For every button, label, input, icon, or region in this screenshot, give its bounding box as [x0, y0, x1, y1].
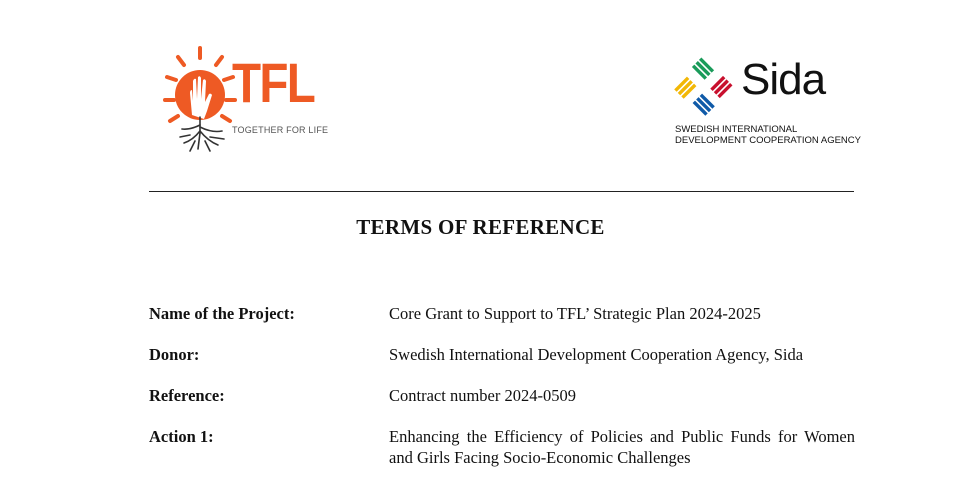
tfl-logo — [160, 45, 335, 155]
field-value: Enhancing the Efficiency of Policies and Public Funds for Women and Girls Facing Socio-Economic Challenges — [389, 427, 855, 467]
field-value: Contract number 2024-0509 — [389, 386, 576, 405]
sida-subtitle-line-1: SWEDISH INTERNATIONAL — [675, 124, 798, 135]
header-divider — [149, 191, 854, 192]
field-label: Reference: — [149, 386, 225, 405]
field-label: Donor: — [149, 345, 200, 364]
tfl-sun-hand-icon — [160, 45, 240, 155]
sida-subtitle — [675, 124, 861, 146]
tfl-wordmark: TFL — [232, 51, 315, 114]
document-title: TERMS OF REFERENCE — [356, 215, 605, 239]
sida-logo — [668, 50, 861, 150]
field-value: Core Grant to Support to TFL’ Strategic Plan 2024-2025 — [389, 304, 761, 323]
sida-weave-icon — [670, 54, 736, 120]
sida-wordmark: Sida — [741, 55, 826, 104]
field-label: Name of the Project: — [149, 304, 295, 323]
field-label: Action 1: — [149, 427, 214, 446]
tfl-tagline: TOGETHER FOR LIFE — [232, 125, 329, 135]
sida-subtitle-line-2: DEVELOPMENT COOPERATION AGENCY — [675, 135, 861, 146]
field-value: Swedish International Development Cooperation Agency, Sida — [389, 345, 804, 364]
